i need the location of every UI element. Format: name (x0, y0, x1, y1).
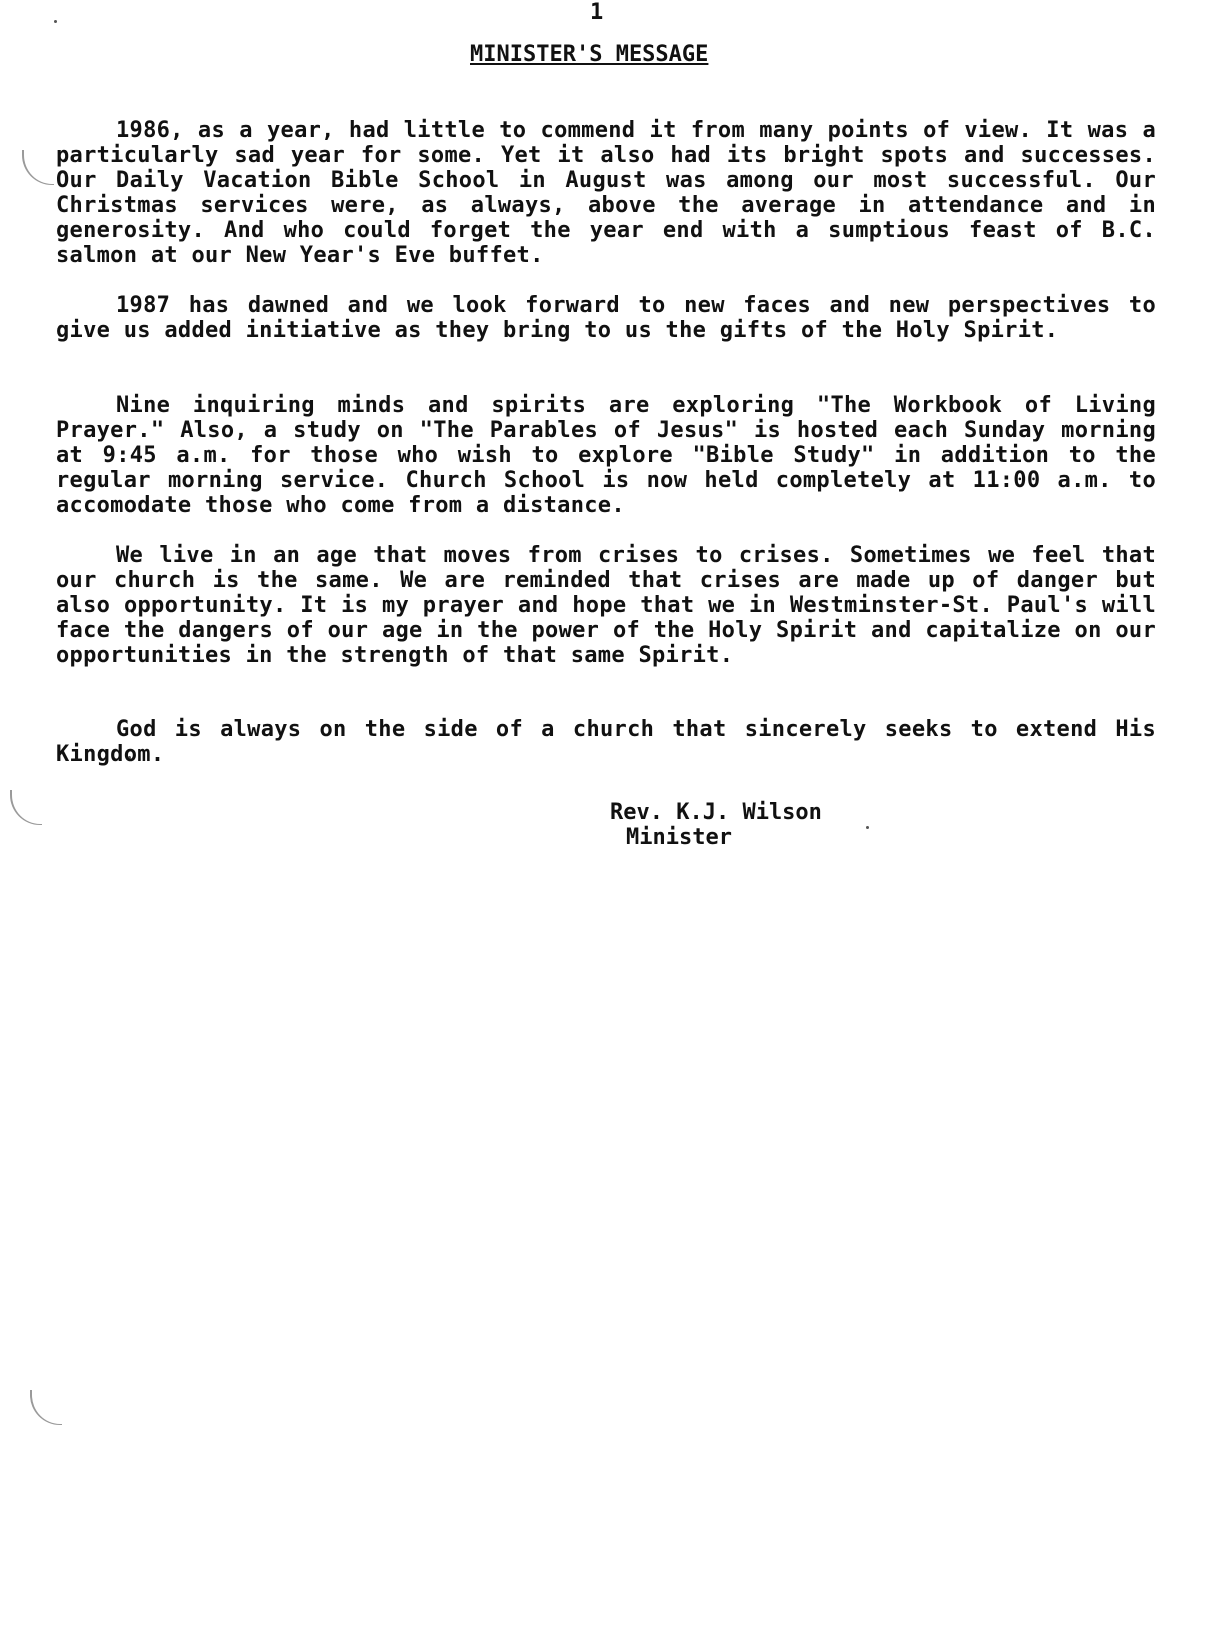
paragraph-text: God is always on the side of a church that sincerely seeks to extend His Kingdom. (56, 717, 1156, 767)
paragraph-text: We live in an age that moves from crises to crises. Sometimes we feel that our church is the same. We are reminded that crises are made up of danger but also opportunity. It is my prayer and hope that we in Westminster-St. Paul's will face the dangers of our age in the power of the Holy Spirit and capitalize on our opportunities in the strength of that same Spirit. (56, 543, 1156, 668)
paper-speck (866, 826, 869, 829)
paragraph (56, 118, 1156, 268)
signature-title: Minister (626, 825, 732, 850)
paragraph (56, 293, 1156, 343)
binder-hole-mark (30, 1390, 62, 1425)
signature-name: Rev. K.J. Wilson (610, 800, 822, 825)
paragraph-text: Nine inquiring minds and spirits are exploring "The Workbook of Living Prayer." Also, a study on "The Parables of Jesus" is hosted each Sunday morning at 9:45 a.m. for those who wish to explore "Bible Study" in addition to the regular morning service. Church School is now held completely at 11:00 a.m. to accomodate those who come from a distance. (56, 393, 1156, 518)
binder-hole-mark (10, 790, 42, 825)
page-title: MINISTER'S MESSAGE (470, 42, 709, 67)
paragraph (56, 543, 1156, 668)
paragraph-text: 1986, as a year, had little to commend it from many points of view. It was a particularly sad year for some. Yet it also had its bright spots and successes. Our Daily Vacation Bible School in August was among our most successful. Our Christmas services were, as always, above the average in attendance and in generosity. And who could forget the year end with a sumptious feast of B.C. salmon at our New Year's Eve buffet. (56, 118, 1156, 268)
paragraph (56, 717, 1156, 767)
signature-block (610, 800, 822, 850)
paragraph (56, 393, 1156, 518)
paper-speck (54, 20, 57, 23)
binder-hole-mark (22, 150, 54, 185)
page-number: 1 (590, 0, 604, 25)
paragraph-text: 1987 has dawned and we look forward to new faces and new perspectives to give us added initiative as they bring to us the gifts of the Holy Spirit. (56, 293, 1156, 343)
